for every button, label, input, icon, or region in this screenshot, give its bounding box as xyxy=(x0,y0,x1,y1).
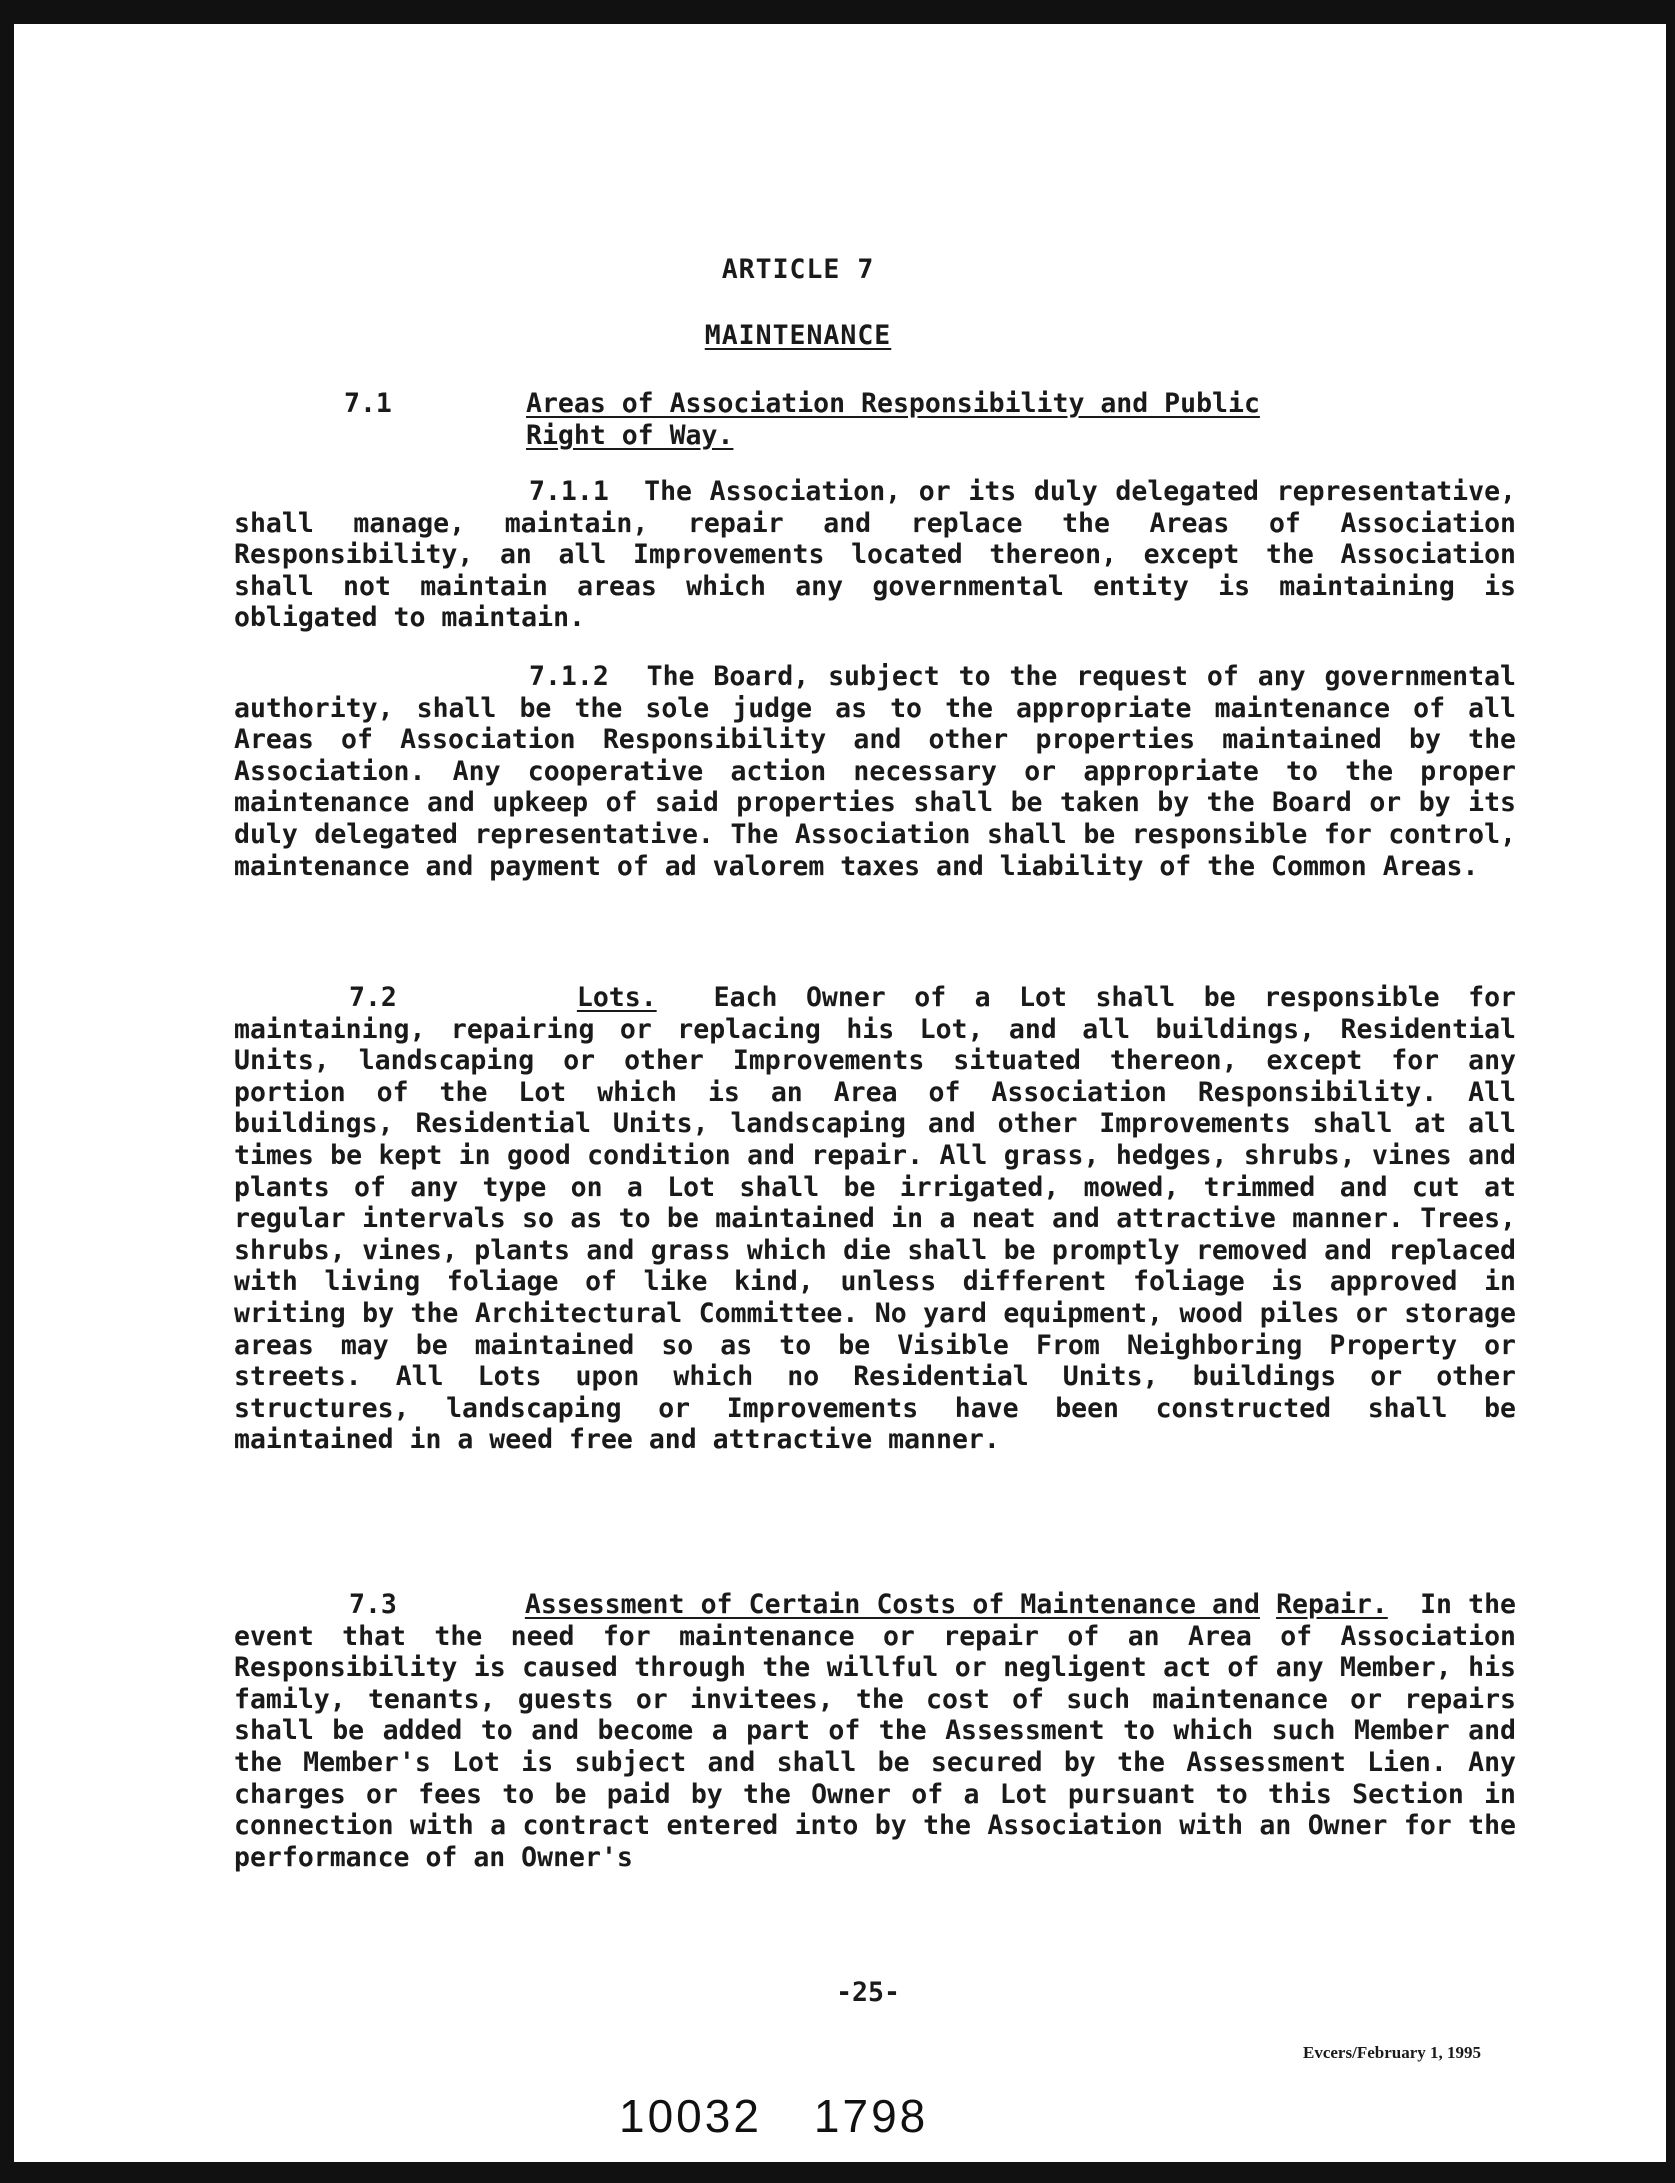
article-title-text: MAINTENANCE xyxy=(704,320,892,351)
paragraph-7-3-number: 7.3 xyxy=(349,1589,397,1620)
section-7-1-number: 7.1 xyxy=(344,388,392,419)
paragraph-7-2-heading: Lots. xyxy=(576,982,657,1013)
paragraph-7-2-text: Each Owner of a Lot shall be responsible for maintaining, repairing or replacing his Lot, and all buildings, Residential Units, landscaping or other Improvements situated thereon, except for any portion of the Lot which is an Area of Association Responsibility. All buildings, Residential Units, landscaping and other Improvements shall at all times be kept in good condition and repair. All grass, hedges, shrubs, vines and plants of any type on a Lot shall be irrigated, mowed, trimmed and cut at regular intervals so as to be maintained in a neat and attractive manner. Trees, shrubs, vines, plants and grass which die shall be promptly removed and replaced with living foliage of like kind, unless different foliage is approved in writing by the Architectural Committee. No yard equipment, wood piles or storage areas may be maintained so as to be Visible From Neighboring Property or streets. All Lots upon which no Residential Units, buildings or other structures, landscaping or Improvements have been constructed shall be maintained in a weed free and attractive manner. xyxy=(234,982,1516,1456)
stamp-number-right: 1798 xyxy=(813,2090,929,2142)
paragraph-7-1-1-text: The Association, or its duly delegated representative, shall manage, maintain, repair and replace the Areas of Association Responsibility, an all Improvements located thereon, except the Association shall not maintain areas which any governmental entity is maintaining is obligated to maintain. xyxy=(234,476,1516,634)
paragraph-7-1-2 xyxy=(234,661,1516,882)
paragraph-7-2 xyxy=(234,982,1516,1456)
footer-date: Evcers/February 1, 1995 xyxy=(1303,2043,1481,2062)
paragraph-7-3 xyxy=(234,1589,1516,1873)
page-number: -25- xyxy=(836,1977,900,2008)
paragraph-7-1-2-number: 7.1.2 xyxy=(529,661,609,692)
article-heading: ARTICLE 7 xyxy=(721,254,875,285)
article-title xyxy=(0,320,1624,352)
paragraph-7-3-heading-line1: Assessment of Certain Costs of Maintenance and xyxy=(524,1589,1260,1620)
section-7-1-heading xyxy=(526,388,1516,451)
section-7-1-heading-line1: Areas of Association Responsibility and Public xyxy=(526,388,1260,419)
paragraph-7-1-1-number: 7.1.1 xyxy=(529,476,609,507)
document-page xyxy=(14,24,1666,2162)
paragraph-7-3-text: In the event that the need for maintenance or repair of an Area of Association Responsibility is caused through the willful or negligent act of any Member, his family, tenants, guests or invitees, the cost of such maintenance or repairs shall be added to and become a part of the Assessment to which such Member and the Member's Lot is subject and shall be secured by the Assessment Lien. Any charges or fees to be paid by the Owner of a Lot pursuant to this Section in connection with a contract entered into by the Association with an Owner for the performance of an Owner's xyxy=(234,1589,1516,1873)
paragraph-7-3-heading-line2: Repair. xyxy=(1276,1589,1388,1620)
paragraph-7-1-2-text: The Board, subject to the request of any governmental authority, shall be the sole judge as to the appropriate maintenance of all Areas of Association Responsibility and other properties maintained by the Association. Any cooperative action necessary or appropriate to the proper maintenance and upkeep of said properties shall be taken by the Board or by its duly delegated representative. The Association shall be responsible for control, maintenance and payment of ad valorem taxes and liability of the Common Areas. xyxy=(234,661,1516,882)
paragraph-7-1-1 xyxy=(234,476,1516,634)
paragraph-7-2-number: 7.2 xyxy=(349,982,397,1013)
document-stamp-number xyxy=(619,2090,928,2142)
section-7-1-heading-line2: Right of Way. xyxy=(526,419,734,451)
stamp-number-left: 10032 xyxy=(619,2090,762,2142)
